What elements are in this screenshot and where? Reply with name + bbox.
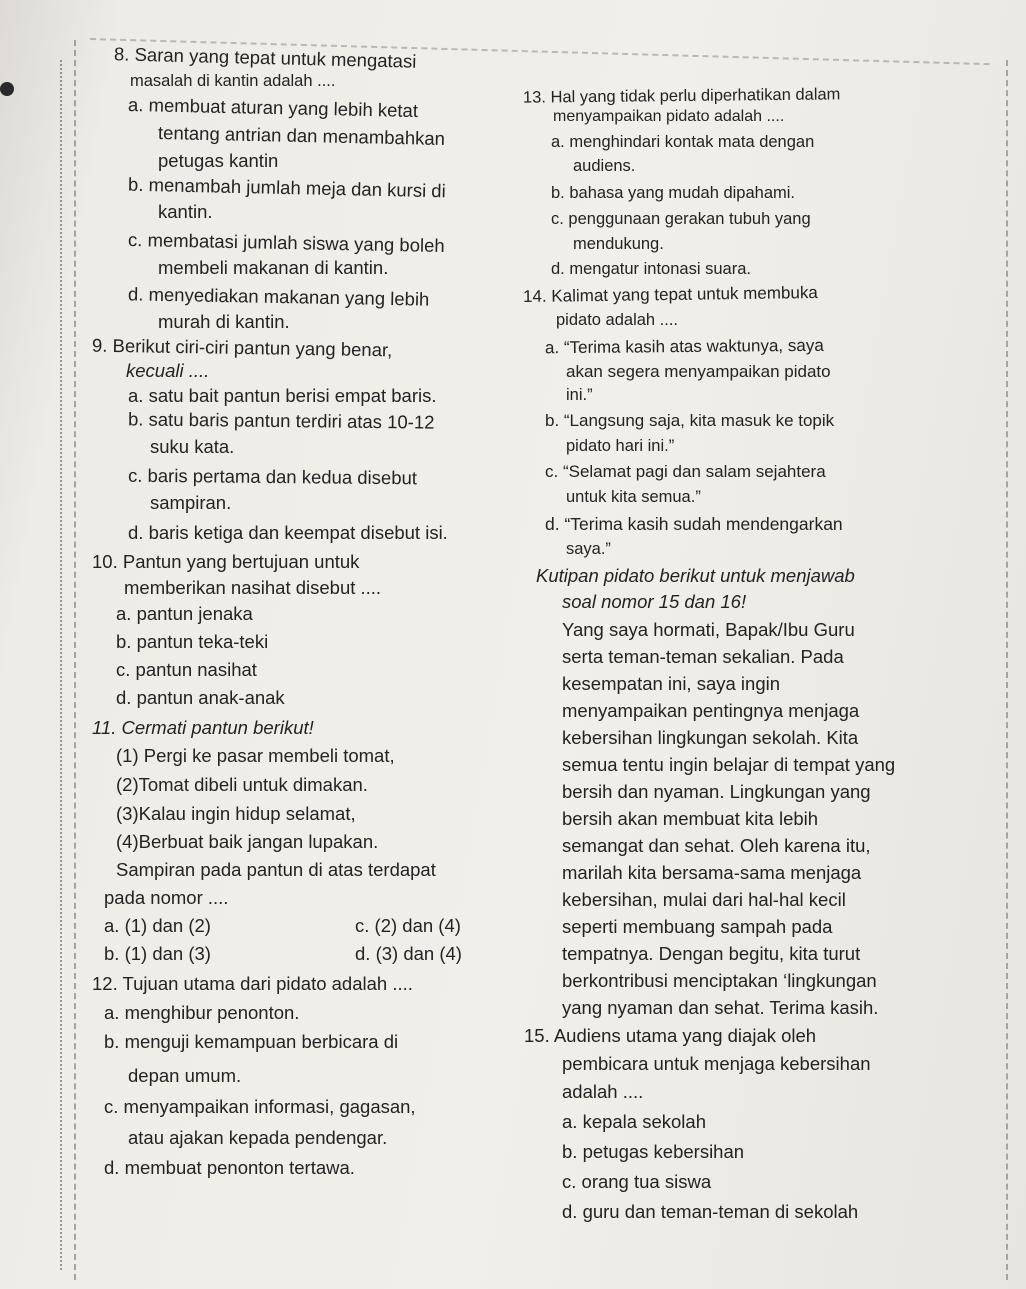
q14-option-b: b. “Langsung saja, kita masuk ke topik: [545, 411, 835, 430]
q12-option-b: depan umum.: [128, 1065, 242, 1086]
right-fold-line: [1006, 60, 1010, 1280]
speech-line: marilah kita bersama-sama menjaga: [562, 862, 862, 883]
pantun-line-4: (4)Berbuat baik jangan lupakan.: [116, 831, 379, 852]
q14-option-c: untuk kita semua.”: [566, 488, 701, 506]
q10-option-c: c. pantun nasihat: [116, 659, 257, 680]
q10-stem: 10. Pantun yang bertujuan untuk: [92, 551, 360, 572]
q8-option-d: murah di kantin.: [158, 311, 290, 332]
q14-stem: pidato adalah ....: [556, 311, 679, 329]
q11-option-b: b. (1) dan (3): [104, 943, 211, 964]
q8-option-a: tentang antrian dan menambahkan: [157, 121, 446, 150]
q11-option-d: d. (3) dan (4): [355, 943, 462, 964]
speech-line: menyampaikan pentingnya menjaga: [562, 700, 860, 721]
q9-option-b: suku kata.: [150, 436, 235, 457]
q15-option-b: b. petugas kebersihan: [562, 1141, 745, 1162]
q9-option-d: d. baris ketiga dan keempat disebut isi.: [128, 522, 448, 543]
q11-option-c: c. (2) dan (4): [355, 915, 461, 936]
q10-option-a: a. pantun jenaka: [116, 603, 253, 624]
speech-line: kesempatan ini, saya ingin: [562, 673, 781, 694]
speech-line: yang nyaman dan sehat. Terima kasih.: [562, 997, 879, 1018]
q14-option-d: d. “Terima kasih sudah mendengarkan: [545, 514, 843, 534]
q10-option-d: d. pantun anak-anak: [116, 687, 285, 708]
q8-option-b: b. menambah jumlah meja dan kursi di: [127, 173, 446, 202]
q12-option-b: b. menguji kemampuan berbicara di: [104, 1031, 399, 1052]
q9-option-a: a. satu bait pantun berisi empat baris.: [128, 385, 437, 406]
q13-option-c: mendukung.: [573, 235, 664, 253]
q14-option-a: akan segera menyampaikan pidato: [566, 362, 831, 381]
q9-option-c: sampiran.: [150, 492, 232, 513]
passage-intro: soal nomor 15 dan 16!: [562, 591, 747, 612]
speech-line: kebersihan lingkungan sekolah. Kita: [562, 727, 859, 748]
q13-option-b: b. bahasa yang mudah dipahami.: [551, 184, 796, 202]
q14-option-b: pidato hari ini.”: [566, 437, 675, 455]
q11-option-a: a. (1) dan (2): [104, 915, 211, 936]
speech-line: semua tentu ingin belajar di tempat yang: [562, 754, 896, 775]
q12-option-a: a. menghibur penonton.: [104, 1002, 300, 1023]
q10-option-b: b. pantun teka-teki: [116, 631, 269, 652]
q11-stem: 11. Cermati pantun berikut!: [92, 717, 314, 738]
q9-stem: kecuali ....: [126, 360, 210, 381]
speech-line: berkontribusi menciptakan ‘lingkungan: [562, 970, 877, 991]
q9-option-b: b. satu baris pantun terdiri atas 10-12: [127, 408, 435, 433]
q13-option-c: c. penggunaan gerakan tubuh yang: [551, 210, 811, 228]
q9-option-c: c. baris pertama dan kedua disebut: [127, 464, 418, 489]
q15-option-a: a. kepala sekolah: [562, 1111, 706, 1132]
q12-option-c: atau ajakan kepada pendengar.: [128, 1127, 388, 1148]
q15-stem: pembicara untuk menjaga kebersihan: [562, 1053, 871, 1074]
q13-option-a: a. menghindari kontak mata dengan: [551, 133, 815, 151]
q8-stem: 8. Saran yang tepat untuk mengatasi: [113, 43, 417, 72]
q13-stem: menyampaikan pidato adalah ....: [553, 108, 785, 125]
q11-question: Sampiran pada pantun di atas terdapat: [116, 859, 436, 880]
binding-hole: [0, 82, 14, 96]
pantun-line-1: (1) Pergi ke pasar membeli tomat,: [116, 745, 395, 766]
q8-option-a: petugas kantin: [158, 150, 279, 171]
q12-stem: 12. Tujuan utama dari pidato adalah ....: [92, 973, 413, 994]
speech-line: bersih akan membuat kita lebih: [562, 808, 819, 829]
passage-intro: Kutipan pidato berikut untuk menjawab: [536, 565, 855, 586]
q13-option-d: d. mengatur intonasi suara.: [551, 260, 751, 278]
speech-line: semangat dan sehat. Oleh karena itu,: [562, 835, 871, 856]
q9-stem: 9. Berikut ciri-ciri pantun yang benar,: [91, 334, 393, 361]
pantun-line-2: (2)Tomat dibeli untuk dimakan.: [116, 774, 368, 795]
pantun-line-3: (3)Kalau ingin hidup selamat,: [116, 803, 356, 824]
q8-option-a: a. membuat aturan yang lebih ketat: [127, 93, 419, 122]
q12-option-d: d. membuat penonton tertawa.: [104, 1157, 355, 1178]
q8-option-b: kantin.: [158, 201, 213, 222]
binding-dots: [60, 60, 64, 1270]
speech-line: Yang saya hormati, Bapak/Ibu Guru: [562, 619, 855, 640]
q8-option-d: d. menyediakan makanan yang lebih: [127, 283, 430, 310]
q8-option-c: membeli makanan di kantin.: [158, 257, 389, 278]
q14-option-c: c. “Selamat pagi dan salam sejahtera: [545, 462, 826, 481]
q15-option-d: d. guru dan teman-teman di sekolah: [562, 1201, 859, 1222]
fold-line: [74, 40, 78, 1280]
q10-stem: memberikan nasihat disebut ....: [124, 577, 382, 598]
q8-option-c: c. membatasi jumlah siswa yang boleh: [127, 228, 445, 257]
q13-option-a: audiens.: [573, 157, 636, 175]
q12-option-c: c. menyampaikan informasi, gagasan,: [104, 1096, 416, 1117]
q14-stem: 14. Kalimat yang tepat untuk membuka: [522, 282, 818, 307]
q15-stem: adalah ....: [562, 1081, 644, 1102]
speech-line: kebersihan, mulai dari hal-hal kecil: [562, 889, 846, 910]
q8-stem: masalah di kantin adalah ....: [130, 72, 336, 90]
speech-line: seperti membuang sampah pada: [562, 916, 833, 937]
q14-option-d: saya.”: [566, 540, 611, 558]
q14-option-a: ini.”: [566, 386, 593, 404]
speech-line: serta teman-teman sekalian. Pada: [562, 646, 844, 667]
speech-line: tempatnya. Dengan begitu, kita turut: [562, 943, 861, 964]
q13-stem: 13. Hal yang tidak perlu diperhatikan dalam: [522, 85, 841, 107]
speech-line: bersih dan nyaman. Lingkungan yang: [562, 781, 871, 802]
q15-option-c: c. orang tua siswa: [562, 1171, 712, 1192]
q11-question: pada nomor ....: [104, 887, 229, 908]
q14-option-a: a. “Terima kasih atas waktunya, saya: [544, 335, 824, 358]
q15-stem: 15. Audiens utama yang diajak oleh: [524, 1025, 817, 1046]
